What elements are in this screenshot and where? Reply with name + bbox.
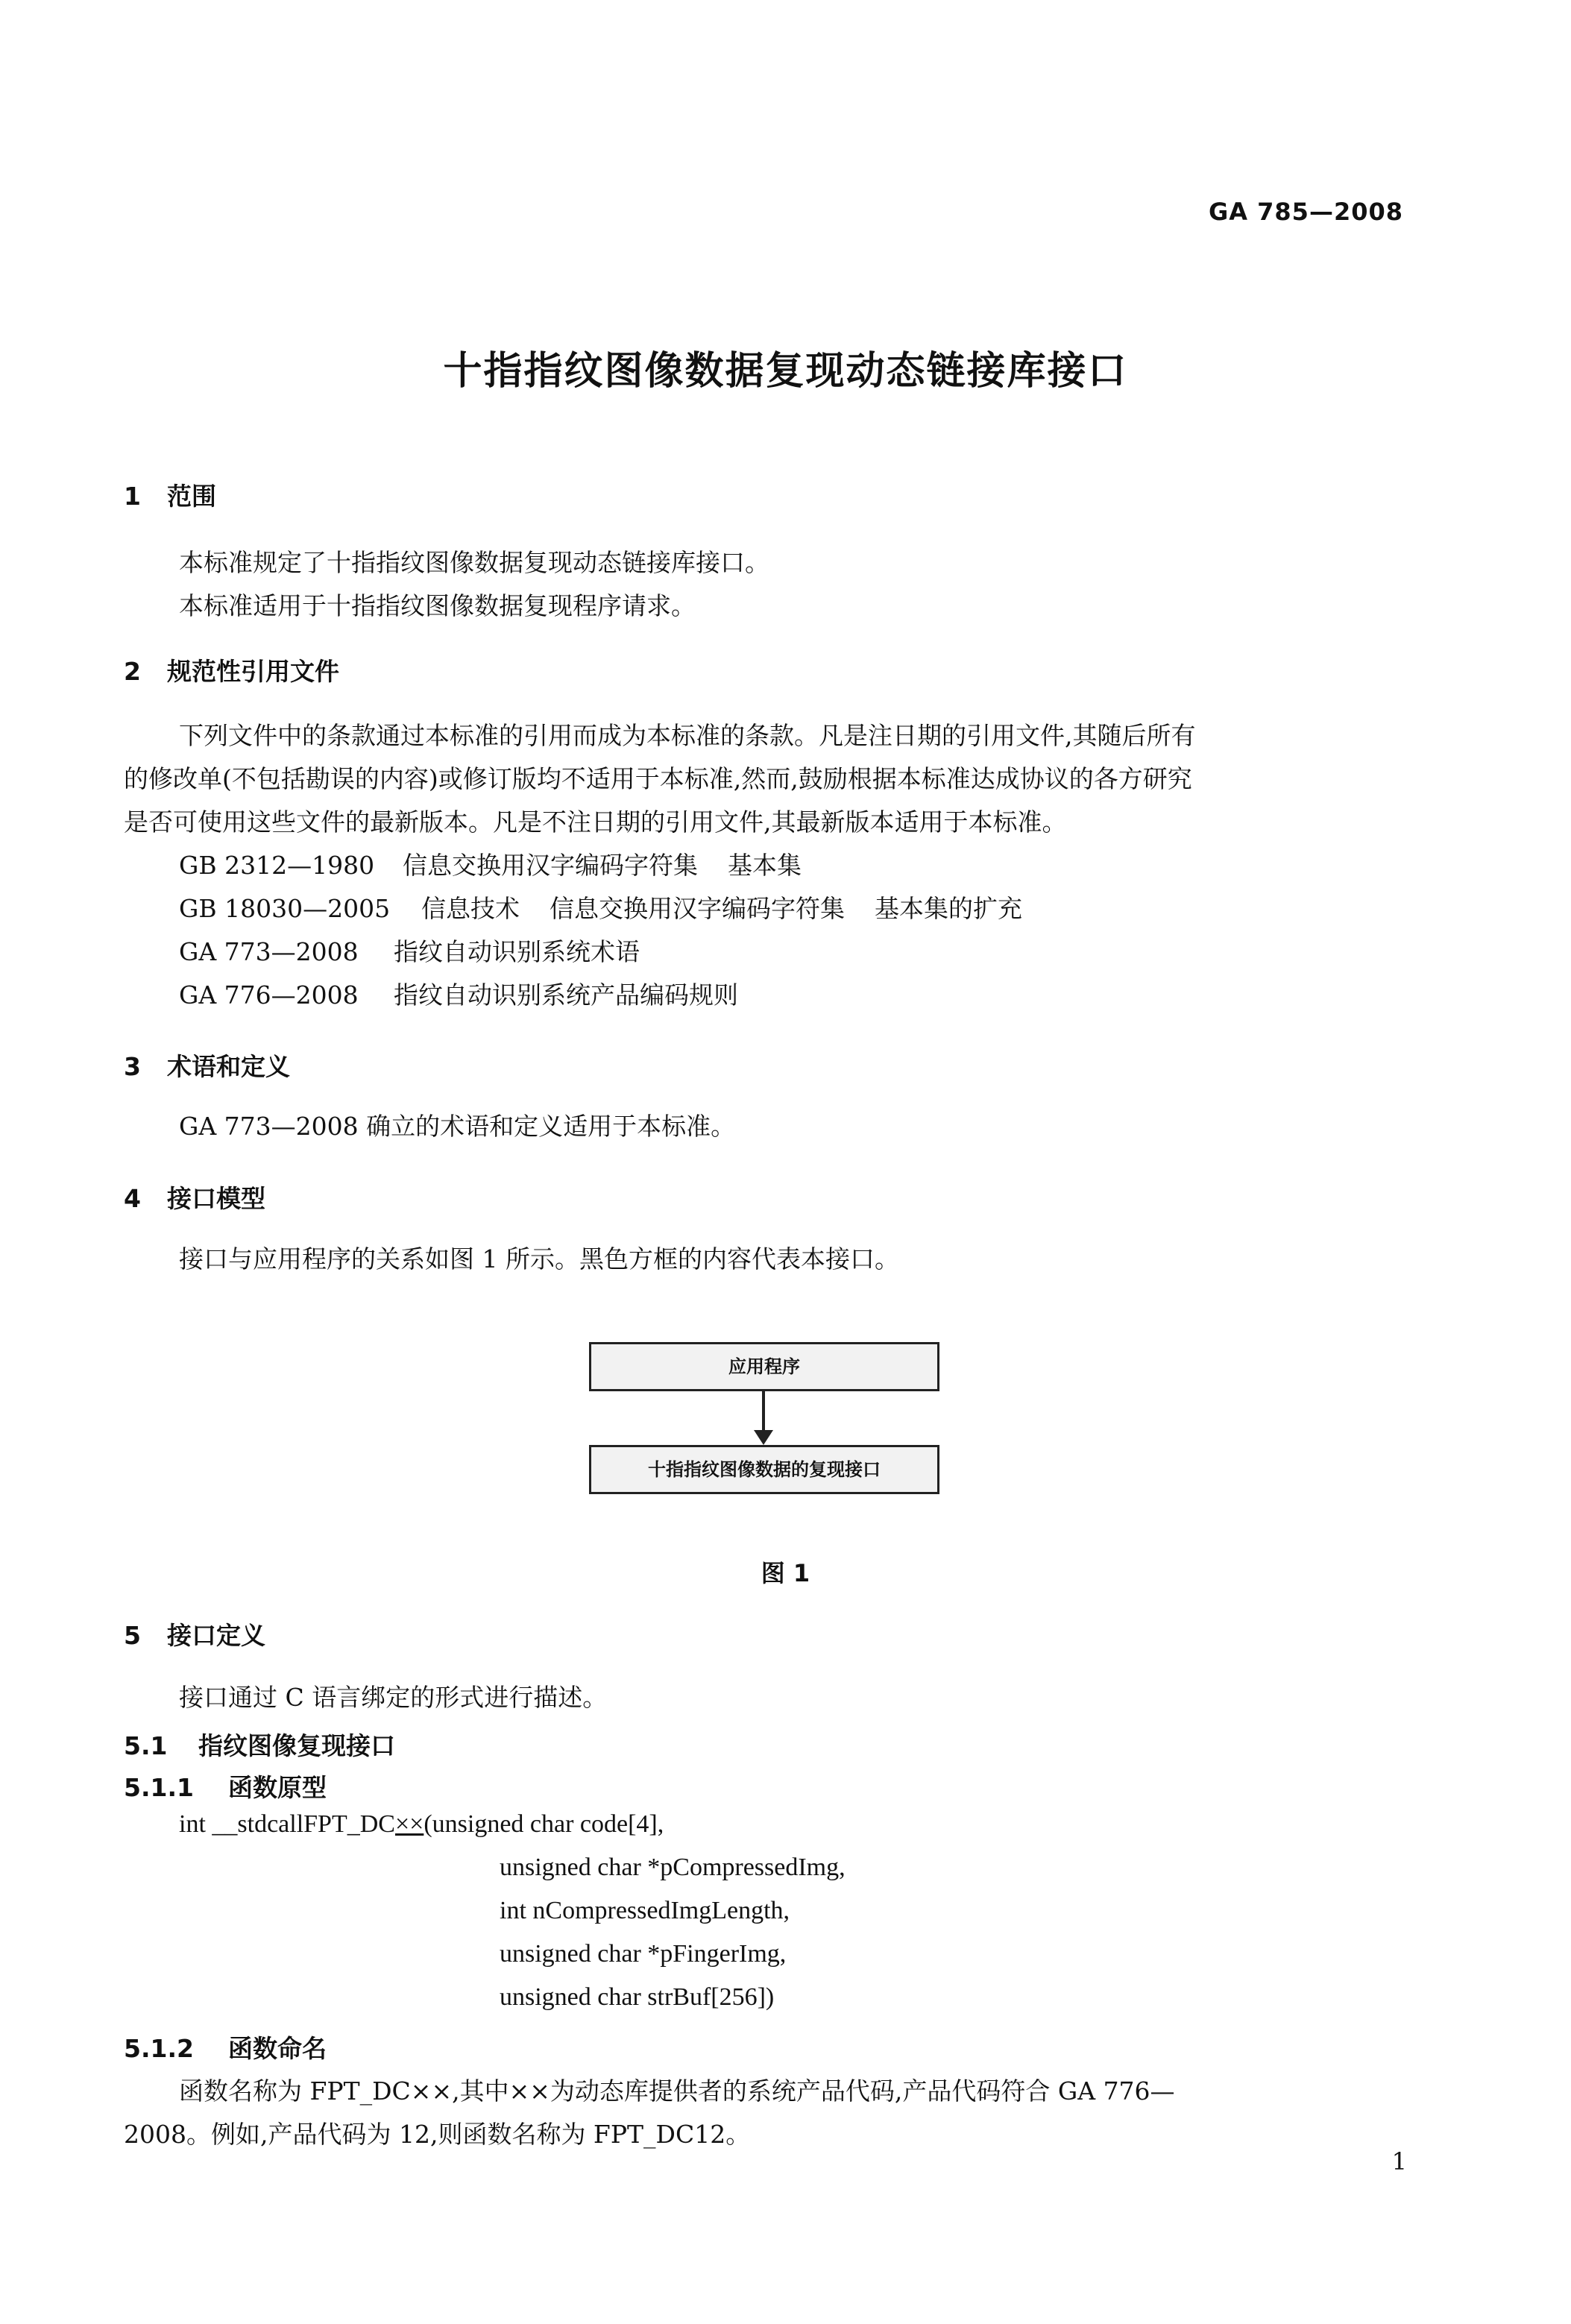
- code-suffix: (unsigned char code[4],: [424, 1810, 664, 1838]
- section-title: 接口模型: [167, 1184, 265, 1213]
- section-2-para-line-3: 是否可使用这些文件的最新版本。凡是不注日期的引用文件,其最新版本适用于本标准。: [124, 807, 1067, 837]
- section-title: 指纹图像复现接口: [198, 1731, 395, 1760]
- section-5-1-2-line-1: 函数名称为 FPT_DC××,其中××为动态库提供者的系统产品代码,产品代码符合 GA 776—: [179, 2076, 1175, 2106]
- section-title: 范围: [167, 482, 216, 511]
- arrow-down-icon: [762, 1391, 765, 1433]
- reference-title: 信息交换用汉字编码字符集: [403, 851, 698, 880]
- reference-title: 指纹自动识别系统术语: [394, 937, 640, 966]
- standard-number: GA 785—2008: [1208, 198, 1403, 226]
- section-1-line-1: 本标准规定了十指指纹图像数据复现动态链接库接口。: [179, 548, 769, 577]
- section-title: 函数命名: [228, 2034, 327, 2063]
- section-number: 2: [124, 657, 141, 686]
- section-1-heading: [124, 477, 216, 512]
- function-prototype-line-4: unsigned char *pFingerImg,: [500, 1940, 787, 1968]
- interface-box: 十指指纹图像数据的复现接口: [589, 1445, 939, 1494]
- reference-title-part: 基本集: [728, 851, 802, 880]
- section-5-heading: [124, 1616, 265, 1651]
- reference-title: 指纹自动识别系统产品编码规则: [394, 980, 738, 1010]
- section-title: 接口定义: [167, 1621, 265, 1650]
- figure-caption: 图 1: [761, 1559, 810, 1587]
- function-prototype-line-3: int nCompressedImgLength,: [500, 1897, 790, 1924]
- reference-code: GA 776—2008: [179, 980, 359, 1010]
- interface-model-figure: [589, 1342, 939, 1499]
- section-5-1-1-heading: [124, 1769, 327, 1804]
- reference-code: GB 2312—1980: [179, 851, 375, 880]
- section-2-heading: [124, 652, 339, 687]
- section-title: 函数原型: [228, 1773, 327, 1802]
- reference-code: GB 18030—2005: [179, 894, 391, 923]
- section-number: 1: [124, 482, 141, 511]
- function-prototype-line-2: unsigned char *pCompressedImg,: [500, 1854, 846, 1881]
- section-4-heading: [124, 1180, 265, 1215]
- section-number: 5.1.2: [124, 2034, 194, 2063]
- code-placeholder: ××: [394, 1810, 424, 1838]
- page-number: 1: [1391, 2147, 1407, 2176]
- section-number: 3: [124, 1052, 141, 1081]
- reference-title: 信息技术: [421, 894, 520, 923]
- arrow-head-icon: [754, 1430, 773, 1445]
- section-5-text: 接口通过 C 语言绑定的形式进行描述。: [179, 1683, 608, 1712]
- section-number: 4: [124, 1184, 141, 1213]
- function-prototype-line-1: [179, 1803, 664, 1846]
- section-5-1-2-line-2: 2008。例如,产品代码为 12,则函数名称为 FPT_DC12。: [124, 2120, 751, 2149]
- section-5-1-heading: [124, 1727, 395, 1762]
- section-5-1-2-heading: [124, 2029, 327, 2065]
- section-2-para-line-2: 的修改单(不包括勘误的内容)或修订版均不适用于本标准,然而,鼓励根据本标准达成协议的各方研究: [124, 764, 1192, 793]
- reference-code: GA 773—2008: [179, 937, 359, 966]
- section-3-heading: [124, 1048, 290, 1083]
- reference-item: [179, 974, 738, 1017]
- reference-item: [179, 887, 1022, 930]
- document-title: 十指指纹图像数据复现动态链接库接口: [443, 349, 1128, 394]
- section-number: 5.1: [124, 1731, 168, 1760]
- section-4-text: 接口与应用程序的关系如图 1 所示。黑色方框的内容代表本接口。: [179, 1244, 899, 1273]
- section-number: 5.1.1: [124, 1773, 194, 1802]
- section-3-text: GA 773—2008 确立的术语和定义适用于本标准。: [179, 1112, 736, 1141]
- code-prefix: int __stdcallFPT_DC: [179, 1810, 395, 1838]
- function-prototype-line-5: unsigned char strBuf[256]): [500, 1983, 775, 2011]
- section-2-para-line-1: 下列文件中的条款通过本标准的引用而成为本标准的条款。凡是注日期的引用文件,其随后所有: [179, 721, 1196, 750]
- section-1-line-2: 本标准适用于十指指纹图像数据复现程序请求。: [179, 591, 696, 620]
- section-number: 5: [124, 1621, 141, 1650]
- application-box: 应用程序: [589, 1342, 939, 1391]
- section-title: 规范性引用文件: [167, 657, 339, 686]
- reference-title-part: 基本集的扩充: [875, 894, 1022, 923]
- reference-title-part: 信息交换用汉字编码字符集: [550, 894, 845, 923]
- section-title: 术语和定义: [167, 1052, 290, 1081]
- reference-item: [179, 930, 640, 974]
- reference-item: [179, 844, 802, 887]
